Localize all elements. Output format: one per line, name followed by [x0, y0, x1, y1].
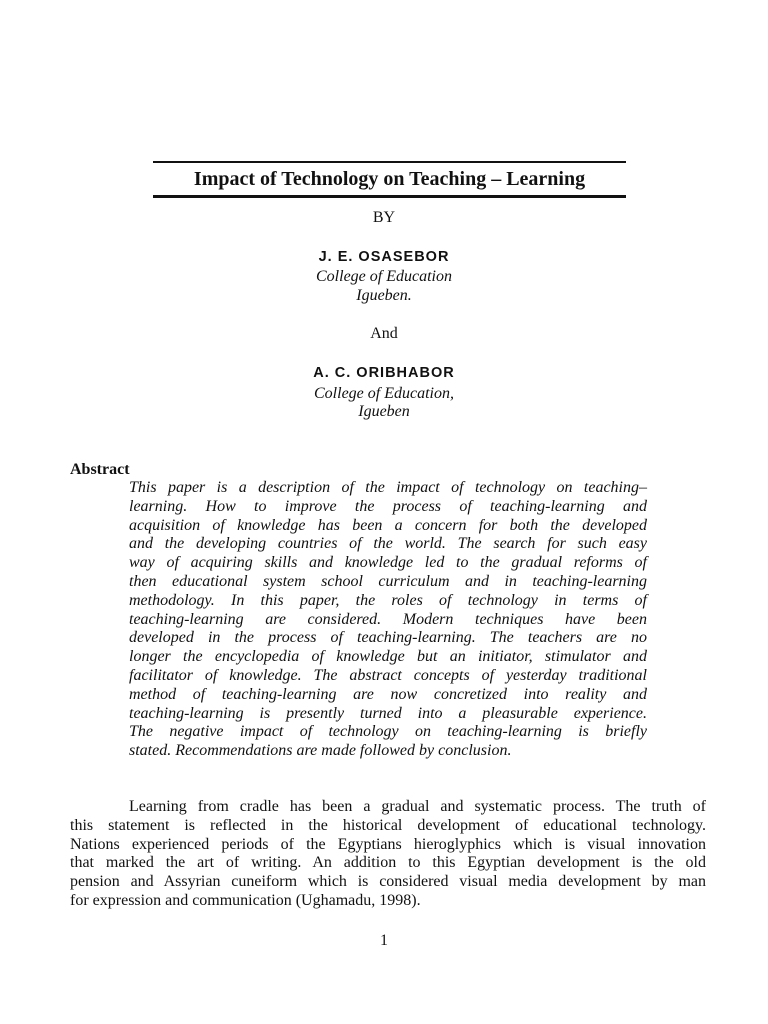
abstract-line: teaching-learning is presently turned into a pleasurable experience.	[129, 704, 647, 722]
author-2-location: Igueben	[358, 403, 410, 420]
abstract-line: This paper is a description of the impact of technology on teaching–	[129, 479, 647, 496]
abstract-line: and the developing countries of the world. The search for such easy	[129, 535, 647, 553]
abstract-line: learning. How to improve the process of teaching-learning and	[129, 497, 647, 515]
abstract-line: acquisition of knowledge has been a concern for both the developed	[129, 516, 647, 534]
abstract-line: The negative impact of technology on teaching-learning is briefly	[129, 723, 647, 741]
abstract-line: developed in the process of teaching-learning. The teachers are no	[129, 629, 647, 647]
abstract-line: method of teaching-learning are now concretized into reality and	[129, 685, 647, 703]
abstract-line: stated. Recommendations are made followed by conclusion.	[129, 742, 512, 760]
author-2-name: A. C. ORIBHABOR	[313, 365, 455, 381]
body-line: for expression and communication (Ughamadu, 1998).	[70, 891, 421, 909]
body-paragraph	[70, 798, 706, 911]
page-number: 1	[380, 932, 388, 949]
abstract-line: facilitator of knowledge. The abstract concepts of yesterday traditional	[129, 666, 647, 684]
author-1-name: J. E. OSASEBOR	[318, 249, 450, 265]
author-2-affiliation: College of Education,	[314, 385, 454, 402]
body-line: pension and Assyrian cuneiform which is considered visual media development by man	[70, 873, 706, 891]
paper-title: Impact of Technology on Teaching – Learning	[193, 168, 586, 190]
abstract-body	[129, 479, 647, 761]
body-line: Learning from cradle has been a gradual and systematic process. The truth of	[129, 798, 706, 815]
author-1-affiliation: College of Education	[316, 268, 452, 285]
abstract-line: teaching-learning are considered. Modern techniques have been	[129, 610, 647, 628]
and-separator: And	[370, 325, 398, 342]
abstract-line: then educational system school curriculum and in teaching-learning	[129, 572, 647, 590]
abstract-line: way of acquiring skills and knowledge led to the gradual reforms of	[129, 554, 647, 572]
abstract-line: methodology. In this paper, the roles of technology in terms of	[129, 591, 647, 609]
by-line: BY	[372, 209, 396, 226]
body-line: this statement is reflected in the historical development of educational technology.	[70, 816, 706, 834]
body-line: Nations experienced periods of the Egyptians hieroglyphics which is visual innovation	[70, 835, 706, 853]
title-block	[153, 161, 626, 198]
author-1-location: Igueben.	[356, 287, 412, 304]
abstract-line: longer the encyclopedia of knowledge but an initiator, stimulator and	[129, 648, 647, 666]
body-line: that marked the art of writing. An addition to this Egyptian development is the old	[70, 854, 706, 872]
abstract-heading: Abstract	[70, 461, 130, 478]
